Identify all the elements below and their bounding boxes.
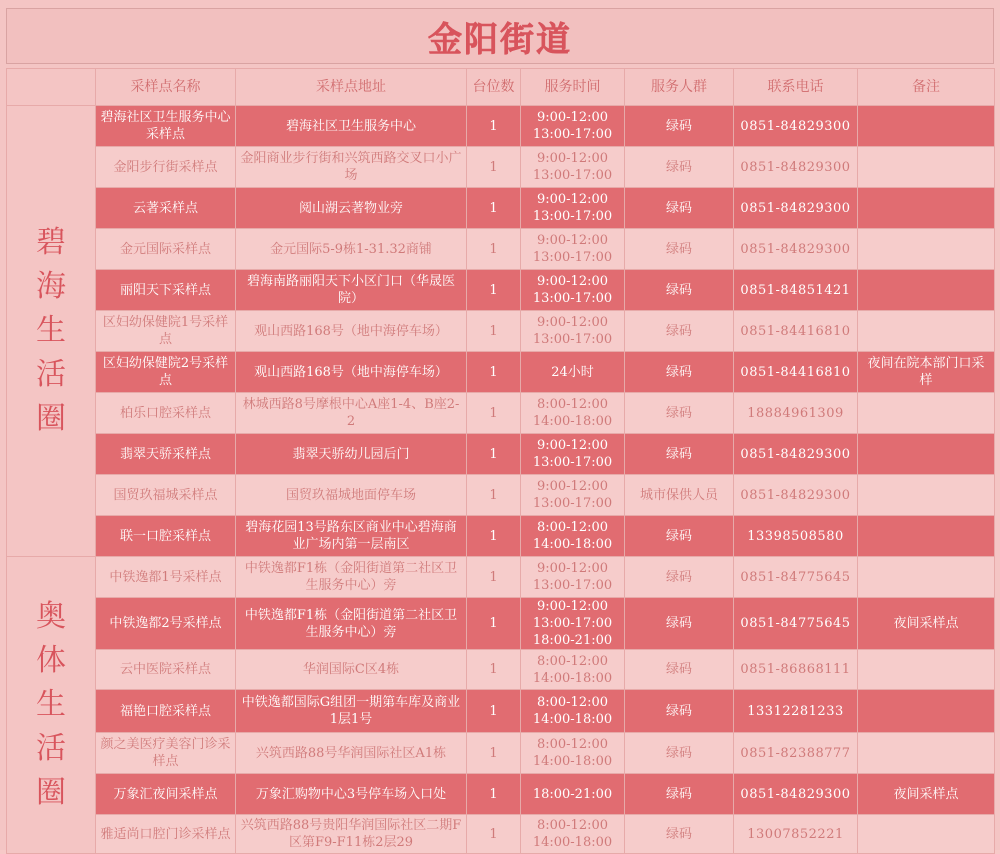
contact-phone: 0851-84829300 [734,106,858,147]
site-count: 1 [467,352,521,393]
contact-phone: 0851-84416810 [734,311,858,352]
site-address: 金阳商业步行街和兴筑西路交叉口小广场 [236,147,467,188]
table-row [7,352,995,393]
site-name: 云著采样点 [96,188,236,229]
site-note [858,270,995,311]
service-people: 绿码 [625,188,734,229]
table-row [7,434,995,475]
site-count: 1 [467,690,521,733]
site-count: 1 [467,557,521,598]
service-people: 绿码 [625,352,734,393]
header-note: 备注 [858,69,995,106]
site-count: 1 [467,106,521,147]
site-count: 1 [467,147,521,188]
service-time: 8:00-12:00 14:00-18:00 [521,733,625,774]
site-note [858,188,995,229]
table-row [7,815,995,854]
site-address: 中铁逸都国际G组团一期第车库及商业1层1号 [236,690,467,733]
table-row [7,311,995,352]
site-note [858,147,995,188]
contact-phone: 0851-84829300 [734,774,858,815]
contact-phone: 0851-84829300 [734,188,858,229]
table-row [7,557,995,598]
site-count: 1 [467,393,521,434]
table-row [7,690,995,733]
site-note [858,690,995,733]
table-row [7,516,995,557]
contact-phone: 0851-84416810 [734,352,858,393]
contact-phone: 13007852221 [734,815,858,854]
site-name: 万象汇夜间采样点 [96,774,236,815]
site-address: 兴筑西路88号贵阳华润国际社区二期F区第F9-F11栋2层29 [236,815,467,854]
header-phone: 联系电话 [734,69,858,106]
table-row [7,733,995,774]
site-count: 1 [467,311,521,352]
table-row [7,188,995,229]
service-people: 绿码 [625,598,734,650]
service-time: 8:00-12:00 14:00-18:00 [521,393,625,434]
contact-phone: 0851-82388777 [734,733,858,774]
service-people: 绿码 [625,557,734,598]
site-address: 中铁逸都F1栋（金阳街道第二社区卫生服务中心）旁 [236,598,467,650]
sampling-sites-table [6,68,995,854]
table-row [7,393,995,434]
site-note: 夜间采样点 [858,598,995,650]
header-people: 服务人群 [625,69,734,106]
header-name: 采样点名称 [96,69,236,106]
site-note [858,733,995,774]
site-address: 阅山湖云著物业旁 [236,188,467,229]
site-name: 翡翠天骄采样点 [96,434,236,475]
site-address: 万象汇购物中心3号停车场入口处 [236,774,467,815]
site-count: 1 [467,434,521,475]
site-name: 区妇幼保健院2号采样点 [96,352,236,393]
service-time: 9:00-12:00 13:00-17:00 18:00-21:00 [521,598,625,650]
site-name: 柏乐口腔采样点 [96,393,236,434]
site-name: 金元国际采样点 [96,229,236,270]
contact-phone: 0851-84829300 [734,147,858,188]
site-address: 中铁逸都F1栋（金阳街道第二社区卫生服务中心）旁 [236,557,467,598]
site-address: 金元国际5-9栋1-31.32商铺 [236,229,467,270]
site-count: 1 [467,733,521,774]
service-people: 绿码 [625,106,734,147]
contact-phone: 0851-84829300 [734,475,858,516]
site-name: 国贸玖福城采样点 [96,475,236,516]
service-time: 8:00-12:00 14:00-18:00 [521,516,625,557]
service-people: 绿码 [625,774,734,815]
site-name: 云中医院采样点 [96,650,236,690]
site-note [858,815,995,854]
table-row [7,229,995,270]
contact-phone: 0851-84829300 [734,434,858,475]
service-people: 绿码 [625,815,734,854]
contact-phone: 13312281233 [734,690,858,733]
site-name: 颜之美医疗美容门诊采样点 [96,733,236,774]
header-blank [7,69,96,106]
site-address: 林城西路8号摩根中心A座1-4、B座2-2 [236,393,467,434]
group-label: 奥 体 生 活 圈 [7,557,96,854]
table-body [7,106,995,854]
site-note [858,106,995,147]
contact-phone: 18884961309 [734,393,858,434]
service-people: 绿码 [625,650,734,690]
table-row [7,106,995,147]
service-people: 绿码 [625,147,734,188]
site-note: 夜间在院本部门口采样 [858,352,995,393]
table-header-row [7,69,995,106]
table-row [7,650,995,690]
service-time: 9:00-12:00 13:00-17:00 [521,106,625,147]
table-row [7,598,995,650]
site-count: 1 [467,774,521,815]
site-note [858,229,995,270]
site-count: 1 [467,475,521,516]
service-time: 9:00-12:00 13:00-17:00 [521,188,625,229]
service-time: 18:00-21:00 [521,774,625,815]
group-label: 碧 海 生 活 圈 [7,106,96,557]
service-people: 绿码 [625,733,734,774]
site-note: 夜间采样点 [858,774,995,815]
site-name: 福艳口腔采样点 [96,690,236,733]
title-bar [6,8,994,64]
contact-phone: 0851-86868111 [734,650,858,690]
site-note [858,434,995,475]
header-time: 服务时间 [521,69,625,106]
service-people: 绿码 [625,393,734,434]
site-name: 丽阳天下采样点 [96,270,236,311]
site-name: 区妇幼保健院1号采样点 [96,311,236,352]
service-people: 绿码 [625,270,734,311]
service-time: 9:00-12:00 13:00-17:00 [521,229,625,270]
site-count: 1 [467,650,521,690]
site-name: 雅适尚口腔门诊采样点 [96,815,236,854]
header-address: 采样点地址 [236,69,467,106]
service-time: 9:00-12:00 13:00-17:00 [521,434,625,475]
service-time: 8:00-12:00 14:00-18:00 [521,650,625,690]
service-time: 9:00-12:00 13:00-17:00 [521,311,625,352]
site-note [858,650,995,690]
site-count: 1 [467,516,521,557]
site-address: 观山西路168号（地中海停车场） [236,352,467,393]
header-count: 台位数 [467,69,521,106]
contact-phone: 0851-84775645 [734,598,858,650]
site-address: 华润国际C区4栋 [236,650,467,690]
site-address: 观山西路168号（地中海停车场） [236,311,467,352]
service-people: 绿码 [625,434,734,475]
service-people: 城市保供人员 [625,475,734,516]
service-time: 9:00-12:00 13:00-17:00 [521,270,625,311]
site-note [858,557,995,598]
service-people: 绿码 [625,516,734,557]
site-count: 1 [467,188,521,229]
service-time: 9:00-12:00 13:00-17:00 [521,147,625,188]
site-note [858,475,995,516]
site-name: 联一口腔采样点 [96,516,236,557]
site-address: 国贸玖福城地面停车场 [236,475,467,516]
table-row [7,774,995,815]
site-note [858,393,995,434]
site-name: 金阳步行街采样点 [96,147,236,188]
site-note [858,311,995,352]
service-time: 8:00-12:00 14:00-18:00 [521,815,625,854]
site-address: 碧海南路丽阳天下小区门口（华晟医院） [236,270,467,311]
service-time: 9:00-12:00 13:00-17:00 [521,475,625,516]
site-name: 碧海社区卫生服务中心采样点 [96,106,236,147]
contact-phone: 13398508580 [734,516,858,557]
site-address: 碧海社区卫生服务中心 [236,106,467,147]
table-row [7,270,995,311]
contact-phone: 0851-84829300 [734,229,858,270]
site-address: 翡翠天骄幼儿园后门 [236,434,467,475]
site-count: 1 [467,270,521,311]
site-count: 1 [467,598,521,650]
site-name: 中铁逸都2号采样点 [96,598,236,650]
page-title: 金阳街道 [428,19,572,60]
table-row [7,147,995,188]
service-people: 绿码 [625,229,734,270]
site-address: 碧海花园13号路东区商业中心碧海商业广场内第一层南区 [236,516,467,557]
site-count: 1 [467,229,521,270]
service-people: 绿码 [625,311,734,352]
service-people: 绿码 [625,690,734,733]
service-time: 8:00-12:00 14:00-18:00 [521,690,625,733]
site-name: 中铁逸都1号采样点 [96,557,236,598]
contact-phone: 0851-84775645 [734,557,858,598]
contact-phone: 0851-84851421 [734,270,858,311]
site-count: 1 [467,815,521,854]
site-note [858,516,995,557]
service-time: 24小时 [521,352,625,393]
table-row [7,475,995,516]
service-time: 9:00-12:00 13:00-17:00 [521,557,625,598]
site-address: 兴筑西路88号华润国际社区A1栋 [236,733,467,774]
